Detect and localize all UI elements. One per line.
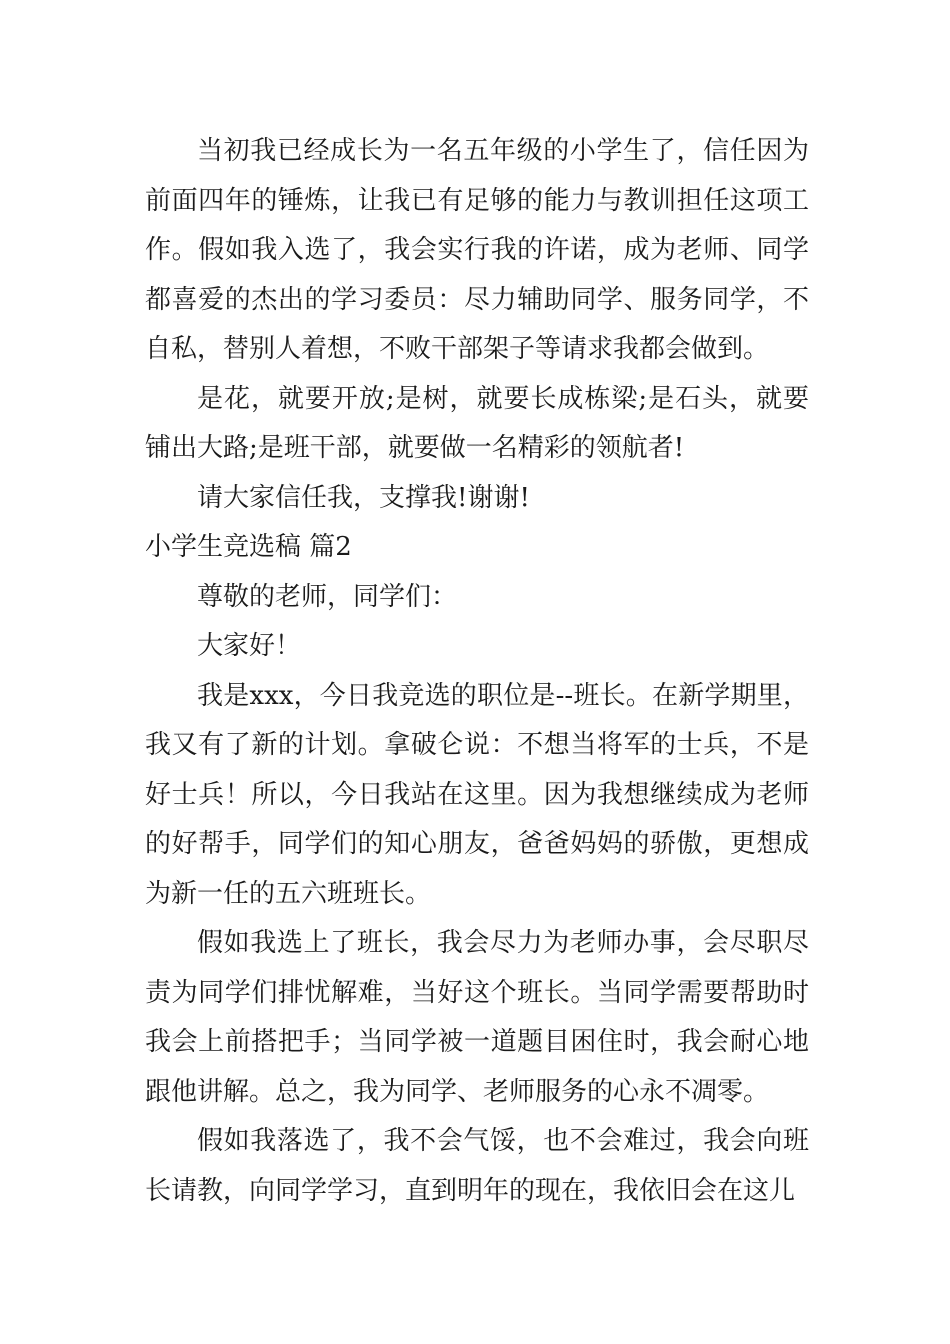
paragraph-8: 假如我选上了班长，我会尽力为老师办事，会尽职尽责为同学们排忧解难，当好这个班长。当同学需要帮助时我会上前搭把手；当同学被一道题目困住时，我会耐心地跟他讲解。总之，我为同学、老师服务的心永不凋零。	[145, 928, 809, 1107]
paragraph-1: 当初我已经成长为一名五年级的小学生了，信任因为前面四年的锤炼，让我已有足够的能力与教训担任这项工作。假如我入选了，我会实行我的许诺，成为老师、同学都喜爱的杰出的学习委员：尽力辅助同学、服务同学，不自私，替别人着想，不败干部架子等请求我都会做到。	[145, 136, 809, 364]
paragraph-3: 请大家信任我，支撑我!谢谢!	[197, 482, 530, 513]
document-body	[145, 127, 809, 1216]
salutation: 尊敬的老师，同学们：	[197, 581, 458, 612]
paragraph-9: 假如我落选了，我不会气馁，也不会难过，我会向班长请教，向同学学习，直到明年的现在，我依旧会在这儿	[145, 1126, 809, 1206]
paragraph-7: 我是xxx，今日我竞选的职位是--班长。在新学期里，我又有了新的计划。拿破仑说：不想当将军的士兵，不是好士兵！所以，今日我站在这里。因为我想继续成为老师的好帮手，同学们的知心朋友，爸爸妈妈的骄傲，更想成为新一任的五六班班长。	[145, 680, 809, 909]
section-heading: 小学生竞选稿 篇2	[145, 532, 352, 562]
greeting: 大家好！	[197, 631, 302, 661]
paragraph-2: 是花，就要开放;是树，就要长成栋梁;是石头，就要铺出大路;是班干部，就要做一名精彩的领航者!	[145, 383, 809, 463]
